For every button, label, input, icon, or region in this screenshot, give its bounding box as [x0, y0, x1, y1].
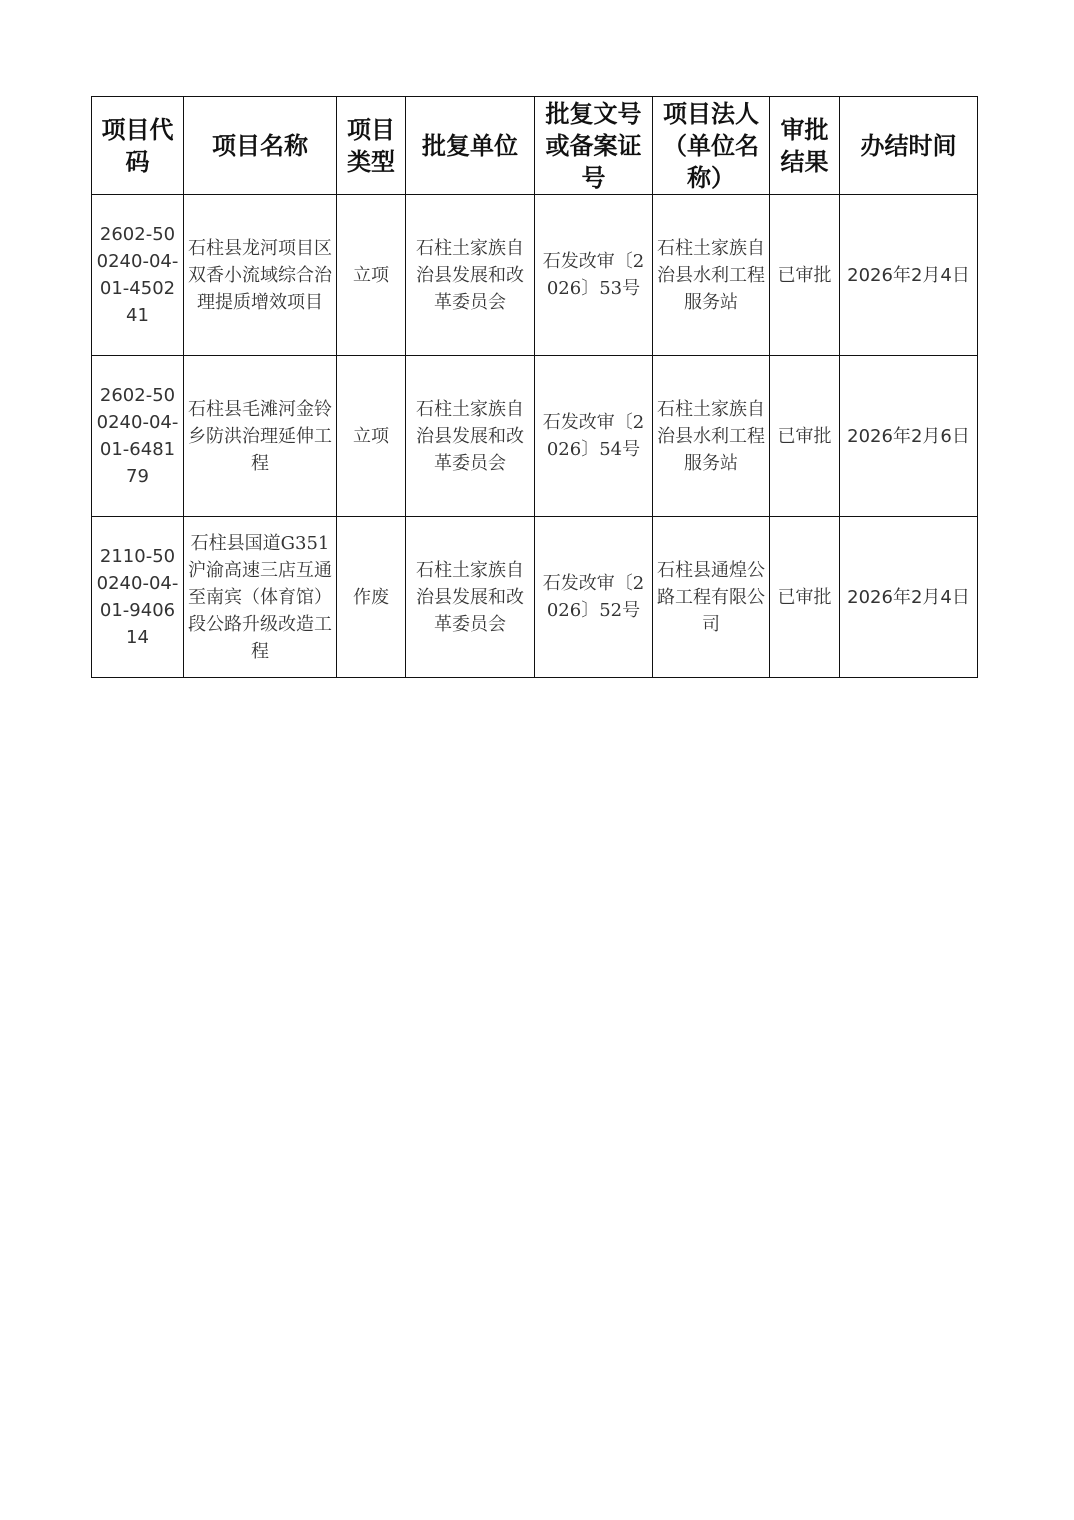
header-approval-result: 审批结果 — [770, 97, 840, 195]
approval-result-cell: 已审批 — [770, 517, 840, 678]
table-header-row — [92, 97, 978, 195]
table-row — [92, 517, 978, 678]
project-type-cell: 立项 — [337, 356, 406, 517]
completion-date-cell: 2026年2月4日 — [840, 195, 978, 356]
approval-unit-cell: 石柱土家族自治县发展和改革委员会 — [406, 356, 535, 517]
approval-unit-cell: 石柱土家族自治县发展和改革委员会 — [406, 517, 535, 678]
project-type-cell: 立项 — [337, 195, 406, 356]
table-row — [92, 195, 978, 356]
document-number-cell: 石发改审〔2026〕52号 — [535, 517, 653, 678]
legal-entity-cell: 石柱县通煌公路工程有限公司 — [653, 517, 770, 678]
header-approval-unit: 批复单位 — [406, 97, 535, 195]
header-document-number: 批复文号或备案证号 — [535, 97, 653, 195]
document-number-cell: 石发改审〔2026〕53号 — [535, 195, 653, 356]
project-code-cell: 2602-500240-04-01-648179 — [92, 356, 184, 517]
project-name-cell: 石柱县龙河项目区双香小流域综合治理提质增效项目 — [184, 195, 337, 356]
completion-date-cell: 2026年2月4日 — [840, 517, 978, 678]
header-legal-entity: 项目法人（单位名称） — [653, 97, 770, 195]
legal-entity-cell: 石柱土家族自治县水利工程服务站 — [653, 356, 770, 517]
completion-date-cell: 2026年2月6日 — [840, 356, 978, 517]
approval-unit-cell: 石柱土家族自治县发展和改革委员会 — [406, 195, 535, 356]
approval-table — [91, 96, 978, 678]
header-completion-date: 办结时间 — [840, 97, 978, 195]
project-code-cell: 2602-500240-04-01-450241 — [92, 195, 184, 356]
project-name-cell: 石柱县毛滩河金铃乡防洪治理延伸工程 — [184, 356, 337, 517]
legal-entity-cell: 石柱土家族自治县水利工程服务站 — [653, 195, 770, 356]
table-row — [92, 356, 978, 517]
header-project-code: 项目代码 — [92, 97, 184, 195]
approval-result-cell: 已审批 — [770, 195, 840, 356]
project-type-cell: 作废 — [337, 517, 406, 678]
header-project-type: 项目类型 — [337, 97, 406, 195]
project-name-cell: 石柱县国道G351沪渝高速三店互通至南宾（体育馆）段公路升级改造工程 — [184, 517, 337, 678]
approval-result-cell: 已审批 — [770, 356, 840, 517]
header-project-name: 项目名称 — [184, 97, 337, 195]
document-number-cell: 石发改审〔2026〕54号 — [535, 356, 653, 517]
project-code-cell: 2110-500240-04-01-940614 — [92, 517, 184, 678]
